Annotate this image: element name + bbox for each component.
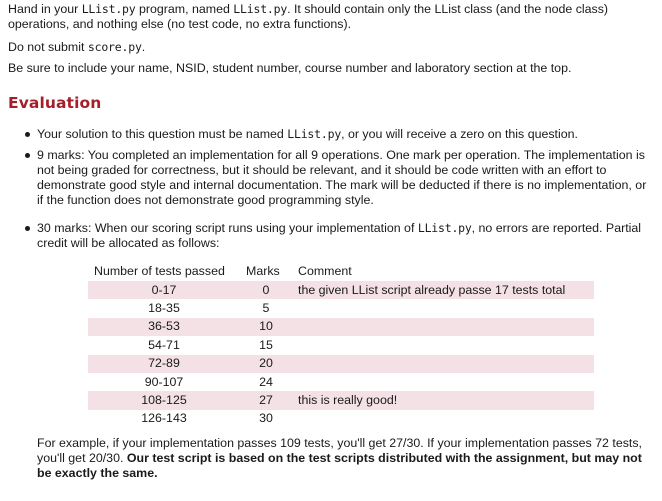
example-text: For example, if your implementation passes 109 tests, you'll get 27/30. If your implementation passes 72 tests, you'll get 20/30. [37, 436, 642, 465]
cell-comment: this is really good! [298, 393, 398, 408]
cell-marks: 10 [259, 319, 273, 334]
code-filename: LList.py [81, 2, 136, 16]
cell-marks: 30 [259, 411, 273, 426]
bullet-dot-icon [25, 153, 30, 158]
cell-comment [292, 336, 594, 354]
cell-tests-range: 108-125 [141, 393, 187, 408]
cell-tests-range: 90-107 [144, 374, 184, 389]
table-row [88, 410, 594, 428]
cell-comment [292, 373, 594, 391]
intro-text-a: Do not submit [8, 40, 88, 54]
cell-tests-range: 18-35 [148, 301, 180, 316]
table-row [88, 373, 594, 391]
bullet-text: Your solution to this question must be named [37, 127, 288, 141]
bullet-dot-icon [25, 132, 30, 137]
bullet-text: , or you will receive a zero on this question. [341, 127, 578, 141]
cell-comment [292, 410, 594, 428]
code-filename: LList.py [417, 221, 472, 235]
cell-tests-range: 0-17 [151, 282, 177, 297]
section-heading-evaluation: Evaluation [8, 94, 102, 112]
example-paragraph [37, 436, 642, 481]
table-row [88, 318, 594, 336]
table-row [88, 281, 594, 299]
table-row [88, 336, 594, 354]
cell-tests-range: 54-71 [148, 337, 180, 352]
example-bold-note: Our test script is based on the test scripts distributed with the assignment, but may not be exactly the same. [37, 451, 642, 480]
table-row [88, 299, 594, 317]
table-row [88, 355, 594, 373]
list-item [8, 221, 648, 251]
cell-marks: 5 [262, 301, 270, 316]
column-header-tests: Number of tests passed [94, 263, 225, 278]
cell-tests-range: 126-143 [141, 411, 187, 426]
code-filename: score.py [87, 40, 142, 54]
intro-paragraph-no-submit [8, 40, 648, 55]
bullet-text: 30 marks: When our scoring script runs using your implementation of [37, 221, 418, 235]
cell-marks: 27 [259, 393, 273, 408]
cell-marks: 0 [262, 282, 270, 297]
table-header-row [88, 261, 594, 281]
cell-marks: 20 [259, 356, 273, 371]
cell-comment [292, 299, 594, 317]
table-row [88, 391, 594, 409]
cell-marks: 15 [259, 337, 273, 352]
cell-comment [292, 355, 594, 373]
bullet-dot-icon [25, 226, 30, 231]
evaluation-bullet-list [8, 127, 648, 251]
bullet-text: 9 marks: You completed an implementation for all 9 operations. One mark per operation. The implementation is not being graded for correctness, but it should be relevant, and it should be code written with an effort to demonstrate good style and internal documentation. The mark will be deducted if there is no implementation, or if the function does not demonstrate good programming style. [37, 148, 647, 207]
bullet-text: , no errors are reported. Partial credit will be allocated as follows: [37, 221, 642, 250]
list-item [8, 127, 648, 148]
intro-text-b: . [141, 40, 146, 54]
list-item [8, 148, 648, 221]
intro-text-a: Hand in your [8, 2, 82, 16]
marks-table [88, 261, 594, 428]
cell-tests-range: 72-89 [148, 356, 180, 371]
intro-paragraph-handin [8, 2, 648, 32]
intro-text-c: . It should contain only the LList class (and the node class) operations, and nothing else (no test code, no extra functions). [8, 2, 609, 31]
code-filename: LList.py [233, 2, 288, 16]
cell-comment [292, 318, 594, 336]
cell-comment: the given LList script already passe 17 tests total [298, 282, 566, 297]
column-header-marks: Marks [246, 263, 280, 278]
intro-paragraph-include-info: Be sure to include your name, NSID, student number, course number and laboratory section at the top. [8, 61, 572, 75]
cell-marks: 24 [259, 374, 273, 389]
intro-text-b: program, named [135, 2, 234, 16]
cell-tests-range: 36-53 [148, 319, 180, 334]
column-header-comment: Comment [298, 263, 352, 278]
code-filename: LList.py [287, 127, 342, 141]
